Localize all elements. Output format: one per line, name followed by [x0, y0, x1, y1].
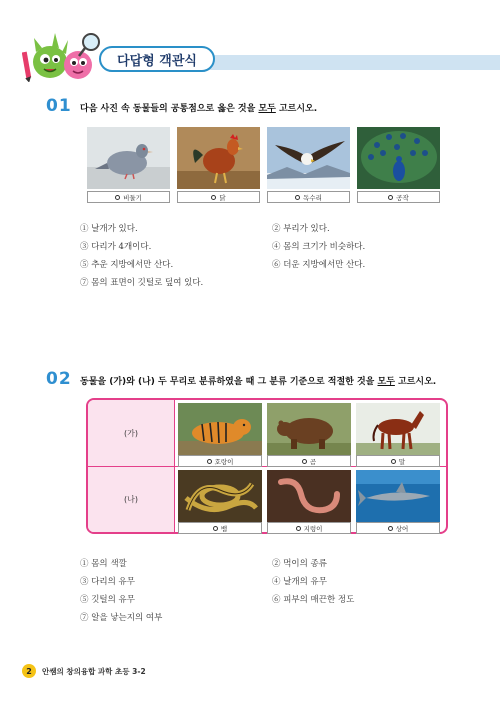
answer-option[interactable]: ③ 다리의 유무	[80, 577, 135, 587]
bullet-icon	[296, 526, 301, 531]
animal-caption: 호랑이	[178, 455, 262, 467]
question-2-number: 02	[46, 369, 72, 389]
group-b-label: (나)	[88, 467, 174, 532]
table-divider	[174, 400, 175, 532]
rooster-photo	[177, 127, 260, 189]
bullet-icon	[302, 459, 307, 464]
answer-option[interactable]: ⑤ 깃털의 유무	[80, 595, 135, 605]
photo-caption: 독수리	[267, 191, 350, 203]
bullet-icon	[207, 459, 212, 464]
snake-photo	[178, 470, 262, 522]
bullet-icon	[211, 195, 216, 200]
photo-caption: 닭	[177, 191, 260, 203]
question-1-text: 다음 사진 속 동물들의 공통점으로 옳은 것을 모두 고르시오.	[80, 104, 318, 114]
answer-option[interactable]: ⑥ 피부의 매끈한 정도	[272, 595, 355, 605]
earthworm-photo	[267, 470, 351, 522]
animal-caption: 뱀	[178, 522, 262, 534]
answer-option[interactable]: ① 날개가 있다.	[80, 224, 138, 234]
group-a-label: (가)	[88, 400, 174, 466]
answer-option[interactable]: ② 부리가 있다.	[272, 224, 330, 234]
pigeon-photo	[87, 127, 170, 189]
answer-option[interactable]: ⑦ 몸의 표면이 깃털로 덮여 있다.	[80, 278, 204, 288]
answer-option[interactable]: ④ 몸의 크기가 비슷하다.	[272, 242, 366, 252]
animal-caption: 말	[356, 455, 440, 467]
shark-photo	[356, 470, 440, 522]
book-title: 안쌤의 창의융합 과학 초등 3-2	[42, 667, 146, 676]
peacock-photo	[357, 127, 440, 189]
animal-caption: 상어	[356, 522, 440, 534]
tiger-photo	[178, 403, 262, 455]
eagle-photo	[267, 127, 350, 189]
bullet-icon	[213, 526, 218, 531]
animal-caption: 곰	[267, 455, 351, 467]
mascot-icon	[22, 30, 102, 82]
bullet-icon	[391, 459, 396, 464]
answer-option[interactable]: ① 몸의 색깔	[80, 559, 127, 569]
bear-photo	[267, 403, 351, 455]
photo-caption: 공작	[357, 191, 440, 203]
answer-option[interactable]: ③ 다리가 4개이다.	[80, 242, 152, 252]
bullet-icon	[388, 195, 393, 200]
bullet-icon	[295, 195, 300, 200]
answer-option[interactable]: ⑤ 추운 지방에서만 산다.	[80, 260, 174, 270]
page-number: 2	[22, 664, 36, 678]
photo-caption: 비둘기	[87, 191, 170, 203]
bullet-icon	[388, 526, 393, 531]
answer-option[interactable]: ⑦ 알을 낳는지의 여부	[80, 613, 163, 623]
answer-option[interactable]: ⑥ 더운 지방에서만 산다.	[272, 260, 366, 270]
answer-option[interactable]: ④ 날개의 유무	[272, 577, 327, 587]
question-1-number: 01	[46, 96, 72, 116]
section-title: 다답형 객관식	[99, 46, 215, 72]
animal-caption: 지렁이	[267, 522, 351, 534]
question-2-text: 동물을 (가)와 (나) 두 무리로 분류하였을 때 그 분류 기준으로 적절한 것을 모두 고르시오.	[80, 377, 437, 387]
answer-option[interactable]: ② 먹이의 종류	[272, 559, 327, 569]
horse-photo	[356, 403, 440, 455]
bullet-icon	[115, 195, 120, 200]
